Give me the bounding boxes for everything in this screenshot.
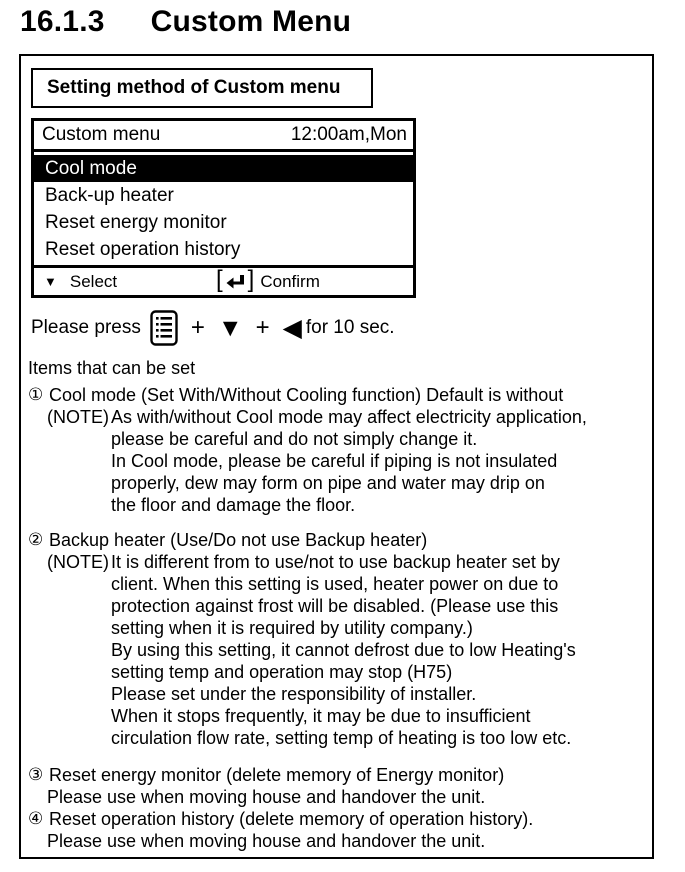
note-line: please be careful and do not simply change it. [111,429,478,449]
note-block [28,551,653,749]
setting-method-label: Setting method of Custom menu [47,77,341,98]
select-hint-label: Select [69,271,118,291]
note-block [28,406,653,516]
item-heading: Reset operation history (delete memory of operation history). [49,809,534,829]
note-line: In Cool mode, please be careful if piping is not insulated [111,451,558,471]
note-text [111,551,576,749]
menu-button-icon [150,310,178,346]
items-description [28,357,653,852]
note-line: setting when it is required by utility company.) [111,618,473,638]
note-line: Please set under the responsibility of installer. [111,684,477,704]
item-heading: Backup heater (Use/Do not use Backup heater) [49,530,428,550]
item-heading: Reset energy monitor (delete memory of Energy monitor) [49,765,505,785]
remote-screen-mock [31,118,416,298]
down-triangle-icon: ▼ [217,313,243,342]
item-heading: Cool mode (Set With/Without Cooling function) Default is without [49,385,564,405]
menu-item-reset-energy-monitor: Reset energy monitor [45,212,227,233]
screen-footer [34,265,413,295]
note-line: When it stops frequently, it may be due to insufficient [111,706,531,726]
note-line: It is different from to use/not to use backup heater set by [111,552,560,572]
item-section-backup-heater [28,529,653,749]
item-section-reset-operation-history [28,808,653,852]
item-section-cool-mode [28,384,653,516]
note-line: As with/without Cool mode may affect electricity application, [111,407,587,427]
screen-header [34,121,413,152]
item-section-reset-energy-monitor [28,764,653,808]
enter-key-icon [225,273,246,290]
screen-menu-list [34,152,413,263]
down-triangle-icon: ▼ [44,274,57,289]
section-heading [20,5,351,39]
confirm-hint [216,265,320,294]
circled-number-2: ② [28,530,44,549]
plus-sign: + [255,314,270,341]
section-number: 16.1.3 [20,5,105,38]
circled-number-1: ① [28,385,44,404]
items-intro: Items that can be set [28,358,196,378]
press-instruction-suffix: for 10 sec. [305,317,395,338]
screen-clock: 12:00am,Mon [290,124,407,145]
item-subtext: Please use when moving house and handover the unit. [47,787,486,807]
section-title: Custom Menu [150,5,352,38]
press-instruction [31,308,395,348]
note-line: the floor and damage the floor. [111,495,356,515]
menu-item-backup-heater: Back-up heater [45,185,174,206]
bracket-open: [ [216,265,223,293]
note-text [111,406,587,516]
setting-method-label-box [31,68,373,108]
note-line: setting temp and operation may stop (H75) [111,662,453,682]
menu-item-reset-operation-history: Reset operation history [45,239,241,260]
press-instruction-prefix: Please press [31,317,141,338]
note-line: properly, dew may form on pipe and water may drip on [111,473,545,493]
note-line: client. When this setting is used, heater power on due to [111,574,559,594]
item-subtext: Please use when moving house and handover the unit. [47,831,486,851]
note-label: (NOTE) [47,407,109,427]
circled-number-3: ③ [28,765,44,784]
note-line: By using this setting, it cannot defrost due to low Heating's [111,640,576,660]
note-line: circulation flow rate, setting temp of heating is too low etc. [111,728,572,748]
confirm-hint-label: Confirm [260,271,320,291]
note-label: (NOTE) [47,552,109,572]
menu-item-cool-mode: Cool mode [34,155,413,182]
left-triangle-icon: ◀ [282,313,302,342]
bracket-close: ] [247,265,255,293]
screen-title: Custom menu [42,124,161,145]
note-line: protection against frost will be disabled. (Please use this [111,596,559,616]
circled-number-4: ④ [28,809,44,828]
plus-sign: + [190,314,205,341]
content-frame [19,54,654,859]
